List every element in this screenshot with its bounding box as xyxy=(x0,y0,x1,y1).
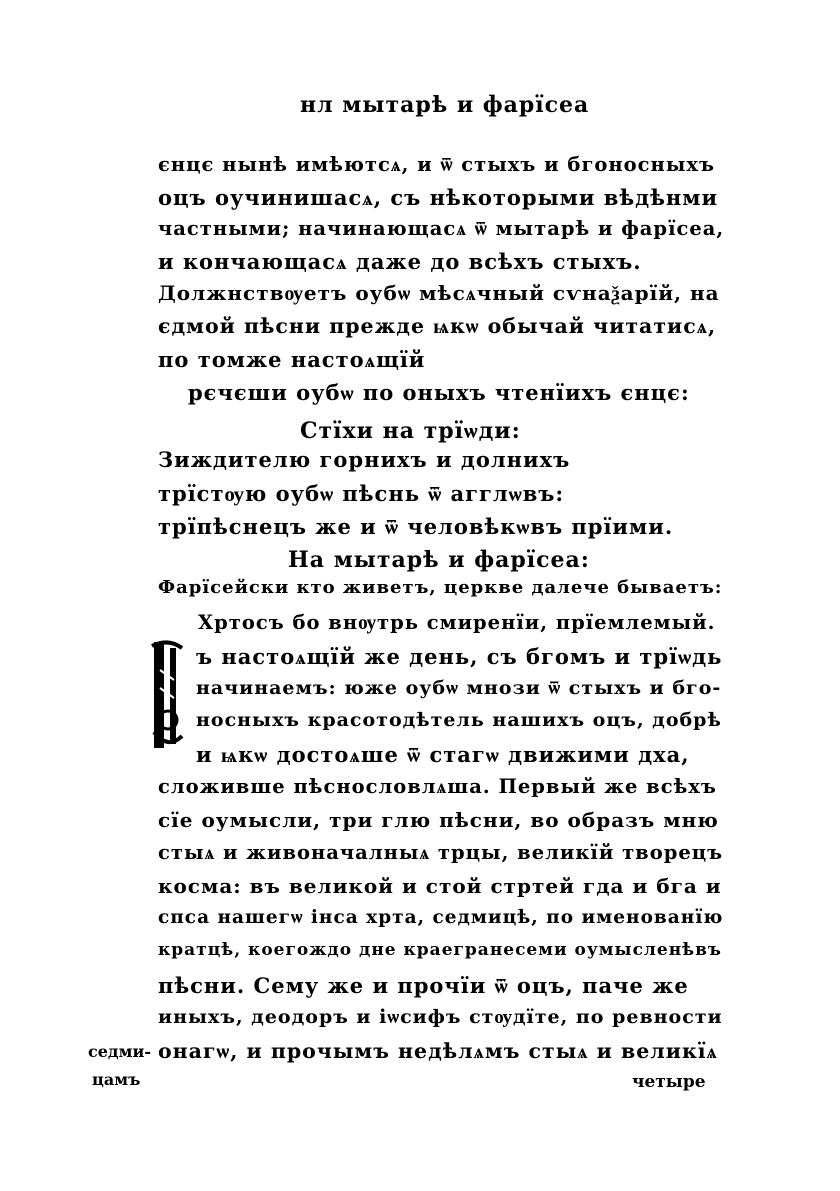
text-line: Должнствѹетъ оубѡ мѣсѧчный сѵнаѯарїй, на xyxy=(158,281,720,305)
section-heading: На мытарѣ и фарїсеа: xyxy=(288,547,590,573)
ornamental-initial-icon xyxy=(148,640,188,752)
text-line: частными; начинающасѧ ѿ мытарѣ и фарїсеа, xyxy=(158,217,725,240)
body-line: пѣсни. Сему же и прочїи ѿ оцъ, паче же xyxy=(158,973,689,998)
verse-line: трїпѣснецъ же и ѿ человѣкѡвъ прїими. xyxy=(158,514,674,539)
initial-line: носныхъ красотодѣтель нашихъ оцъ, добрѣ xyxy=(196,709,722,731)
text-line: и кончающасѧ даже до всѣхъ стыхъ. xyxy=(158,249,642,274)
margin-note: седми- xyxy=(88,1042,151,1061)
body-line: кратцѣ, коегождо дне краегранесеми оумысленѣвъ xyxy=(158,940,722,960)
body-line: стыѧ и живоначалныѧ трцы, великїй творецъ xyxy=(158,841,724,864)
text-line: оцъ оучинишасѧ, съ нѣкоторыми вѣдѣнми xyxy=(158,185,719,210)
verses-heading: Стїхи на трїѡди: xyxy=(300,418,521,444)
body-line: иныхъ, деодоръ и іѡсифъ стѹдїте, по ревности xyxy=(158,1006,723,1028)
initial-line: ъ настоѧщїй же день, съ бгомъ и трїѡдь xyxy=(196,644,723,669)
section-line: Фарїсейски кто живетъ, церкве далече бываетъ: xyxy=(158,577,723,598)
catchword: четыре xyxy=(632,1072,706,1092)
text-line: єдмой пѣсни прежде ѩкѡ обычай читатисѧ, xyxy=(158,314,717,338)
verse-line: трїстѹю оубѡ пѣснь ѿ агглѡвъ: xyxy=(158,481,565,506)
body-line: онагѡ, и прочымъ недѣлѧмъ стыѧ и великїѧ xyxy=(158,1039,718,1063)
body-line: спса нашегѡ інса хрта, седмицѣ, по именованїю xyxy=(158,907,724,928)
page-header: нл мытарѣ и фарїсеа xyxy=(300,92,590,118)
margin-note: цамъ xyxy=(92,1070,141,1089)
verse-line: Зиждителю горнихъ и долнихъ xyxy=(158,447,571,472)
body-line: косма: въ великой и стой стртей гда и бга и xyxy=(158,874,722,898)
initial-line: и ѩкѡ достоѧше ѿ стагѡ движими дха, xyxy=(196,742,690,767)
text-line: рєчєши оубѡ по оныхъ чтенїихъ єнцє: xyxy=(188,380,690,405)
body-line: сїе оумысли, три глю пѣсни, во образъ мню xyxy=(158,808,719,832)
section-line: Хртосъ бо внѹтрь смиренїи, прїемлемый. xyxy=(198,611,716,634)
initial-line: начинаемъ: юже оубѡ мнози ѿ стыхъ и бго- xyxy=(196,677,722,699)
body-line: сложивше пѣснословлѧша. Первый же всѣхъ xyxy=(158,775,717,798)
text-line: єнцє нынѣ имѣютсѧ, и ѿ стыхъ и бгоносныхъ xyxy=(158,153,715,176)
text-line: по томже настоѧщїй xyxy=(158,347,426,372)
